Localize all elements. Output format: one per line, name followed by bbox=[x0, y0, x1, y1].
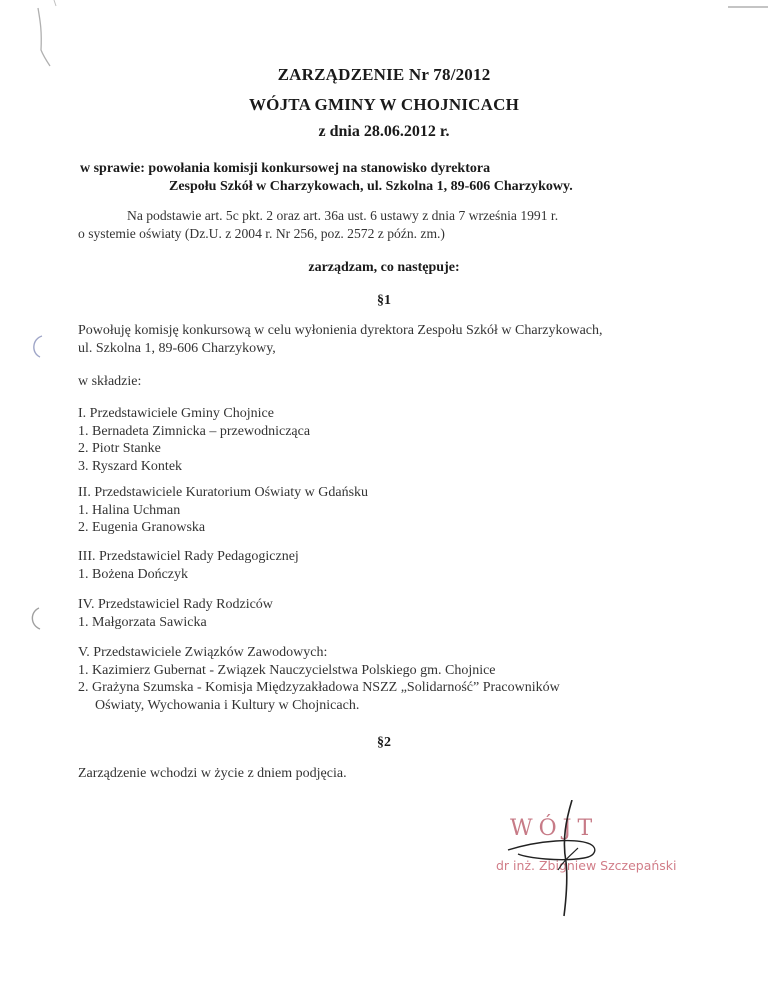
official-stamp bbox=[480, 800, 680, 920]
legal-basis-line-1: Na podstawie art. 5c pkt. 2 oraz art. 36a ust. 6 ustawy z dnia 7 września 1991 r. bbox=[127, 208, 559, 223]
stamp-name: dr inż. Zbigniew Szczepański bbox=[496, 858, 677, 873]
subject-line-1: w sprawie: powołania komisji konkursowej na stanowisko dyrektora bbox=[80, 161, 491, 176]
member-group bbox=[78, 644, 738, 714]
list-item: 3. Ryszard Kontek bbox=[78, 458, 183, 474]
list-item: 2. Piotr Stanke bbox=[78, 441, 161, 457]
member-group bbox=[78, 405, 738, 475]
member-group bbox=[78, 596, 738, 631]
appointment-line-2: ul. Szkolna 1, 89-606 Charzykowy, bbox=[78, 341, 276, 356]
punch-hole-mark bbox=[26, 605, 46, 633]
scan-edge-line bbox=[728, 4, 768, 10]
stamp-title: WÓJT bbox=[510, 816, 599, 841]
list-item: 1. Kazimierz Gubernat - Związek Nauczycielstwa Polskiego gm. Chojnice bbox=[78, 662, 496, 678]
list-item: 1. Bożena Dończyk bbox=[78, 566, 189, 582]
group-heading: V. Przedstawiciele Związków Zawodowych: bbox=[78, 645, 328, 660]
handwritten-signature bbox=[480, 800, 680, 920]
legal-basis-line-2: o systemie oświaty (Dz.U. z 2004 r. Nr 256, poz. 2572 z późn. zm.) bbox=[78, 226, 445, 241]
subject-line-2: Zespołu Szkół w Charzykowach, ul. Szkolna 1, 89-606 Charzykowy. bbox=[169, 179, 573, 194]
subject-block bbox=[80, 160, 700, 196]
group-heading: I. Przedstawiciele Gminy Chojnice bbox=[78, 406, 274, 421]
decree-phrase: zarządzam, co następuje: bbox=[308, 260, 460, 275]
appointment-text bbox=[78, 322, 718, 358]
section-1-mark: §1 bbox=[377, 293, 391, 308]
document-title: ZARZĄDZENIE Nr 78/2012 bbox=[277, 65, 491, 84]
composition-label: w składzie: bbox=[78, 374, 142, 389]
group-heading: IV. Przedstawiciel Rady Rodziców bbox=[78, 597, 273, 612]
list-item: 1. Bernadeta Zimnicka – przewodnicząca bbox=[78, 423, 311, 439]
group-heading: III. Przedstawiciel Rady Pedagogicznej bbox=[78, 549, 299, 564]
document-date: z dnia 28.06.2012 r. bbox=[318, 123, 450, 140]
member-group bbox=[78, 484, 738, 537]
issuer-title: WÓJTA GMINY W CHOJNICACH bbox=[248, 95, 520, 114]
appointment-line-1: Powołuję komisję konkursową w celu wyłonienia dyrektora Zespołu Szkół w Charzykowach, bbox=[78, 323, 603, 338]
list-item-continuation: Oświaty, Wychowania i Kultury w Chojnicach. bbox=[95, 697, 360, 713]
punch-hole-mark bbox=[28, 333, 48, 361]
effective-clause: Zarządzenie wchodzi w życie z dniem podjęcia. bbox=[78, 766, 347, 781]
list-item: 1. Halina Uchman bbox=[78, 502, 181, 518]
list-item: 2. Eugenia Granowska bbox=[78, 520, 206, 536]
list-item: 2. Grażyna Szumska - Komisja Międzyzakładowa NSZZ „Solidarność” Pracowników bbox=[78, 680, 560, 696]
member-group bbox=[78, 548, 738, 583]
legal-basis bbox=[78, 207, 718, 243]
group-heading: II. Przedstawiciele Kuratorium Oświaty w Gdańsku bbox=[78, 485, 369, 500]
section-2-mark: §2 bbox=[377, 735, 391, 750]
list-item: 1. Małgorzata Sawicka bbox=[78, 614, 207, 630]
